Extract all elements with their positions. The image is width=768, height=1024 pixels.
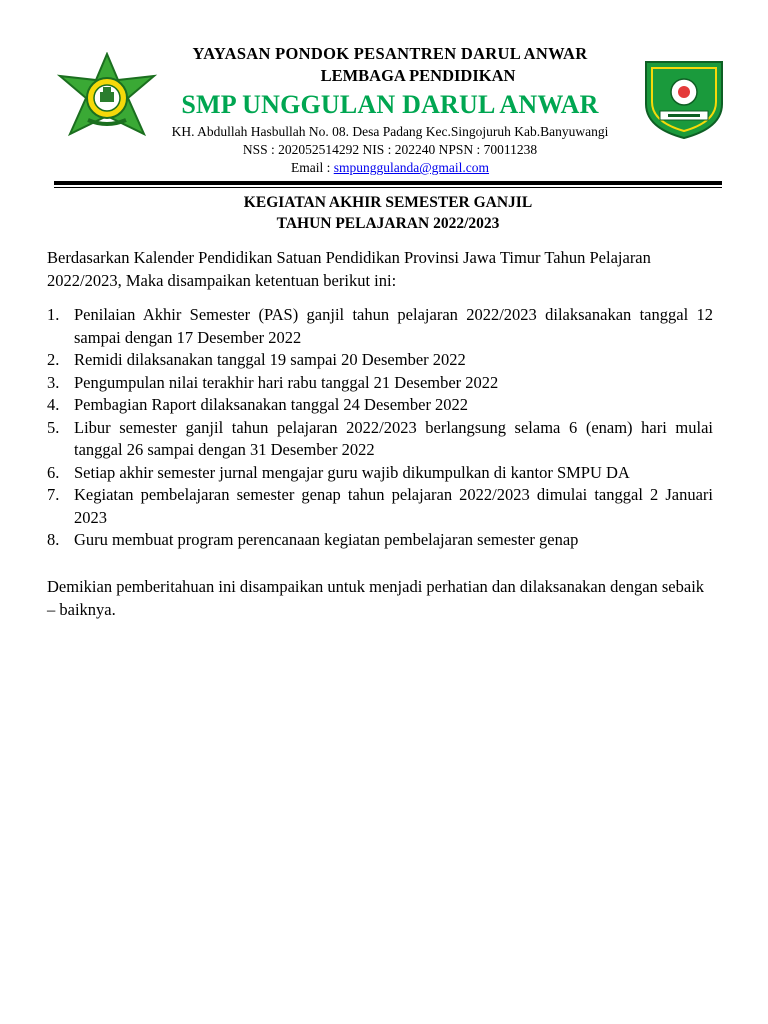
title-line-2: TAHUN PELAJARAN 2022/2023: [276, 215, 500, 232]
letterhead-divider-thick: [54, 181, 722, 185]
list-item-number: 1.: [47, 305, 60, 324]
list-item-text: Kegiatan pembelajaran semester genap tahun pelajaran 2022/2023 dimulai tanggal 2 Januari 2023: [74, 485, 713, 527]
list-item-text: Setiap akhir semester jurnal mengajar guru wajib dikumpulkan di kantor SMPU DA: [74, 462, 630, 482]
school-address: KH. Abdullah Hasbullah No. 08. Desa Padang Kec.Singojuruh Kab.Banyuwangi: [171, 124, 609, 139]
list-item: [47, 394, 713, 417]
list-item-text: Penilaian Akhir Semester (PAS) ganjil tahun pelajaran 2022/2023 dilaksanakan tanggal 12 sampai dengan 17 Desember 2022: [74, 305, 713, 347]
list-item-text: Remidi dilaksanakan tanggal 19 sampai 20 Desember 2022: [74, 350, 466, 369]
list-item-text: Guru membuat program perencanaan kegiatan pembelajaran semester genap: [74, 530, 579, 549]
list-item-number: 4.: [47, 395, 60, 414]
institution-name: LEMBAGA PENDIDIKAN: [320, 66, 516, 85]
list-item-number: 5.: [47, 417, 60, 437]
closing-paragraph: Demikian pemberitahuan ini disampaikan untuk menjadi perhatian dan dilaksanakan dengan sebaik – baiknya.: [47, 577, 705, 619]
yayasan-star-emblem-icon: [56, 52, 158, 140]
list-item-text: Pembagian Raport dilaksanakan tanggal 24 Desember 2022: [74, 395, 469, 414]
title-line-1: KEGIATAN AKHIR SEMESTER GANJIL: [243, 194, 533, 211]
foundation-name: YAYASAN PONDOK PESANTREN DARUL ANWAR: [192, 44, 588, 63]
list-item-number: 6.: [47, 462, 60, 482]
smp-unggulan-shield-emblem-icon: [638, 56, 730, 140]
school-email-line: [150, 159, 630, 177]
list-item-text: Libur semester ganjil tahun pelajaran 2022/2023 berlangsung selama 6 (enam) hari mulai tanggal 26 sampai dengan 31 Desember 2022: [74, 417, 713, 459]
list-item-number: 8.: [47, 530, 60, 549]
letterhead: [150, 43, 630, 177]
list-item: [47, 462, 713, 485]
list-item: [47, 417, 713, 462]
document-title: [54, 192, 722, 234]
school-name: SMP UNGGULAN DARUL ANWAR: [181, 90, 599, 119]
list-item-number: 3.: [47, 372, 60, 392]
letterhead-divider-thin: [54, 187, 722, 188]
list-item: [47, 304, 713, 349]
list-item-number: 7.: [47, 485, 60, 504]
email-link[interactable]: smpunggulanda@gmail.com: [333, 160, 490, 175]
list-item-number: 2.: [47, 350, 60, 369]
school-identifiers: NSS : 202052514292 NIS : 202240 NPSN : 70011238: [242, 142, 538, 157]
intro-paragraph: Berdasarkan Kalender Pendidikan Satuan Pendidikan Provinsi Jawa Timur Tahun Pelajaran 2022/2023, Maka disampaikan ketentuan berikut ini:: [47, 248, 651, 290]
provisions-list: [47, 304, 713, 552]
list-item: [47, 529, 713, 552]
list-item-text: Pengumpulan nilai terakhir hari rabu tanggal 21 Desember 2022: [74, 372, 499, 392]
list-item: [47, 372, 713, 395]
email-label: Email :: [290, 160, 334, 175]
list-item: [47, 349, 713, 372]
list-item: [47, 484, 713, 529]
